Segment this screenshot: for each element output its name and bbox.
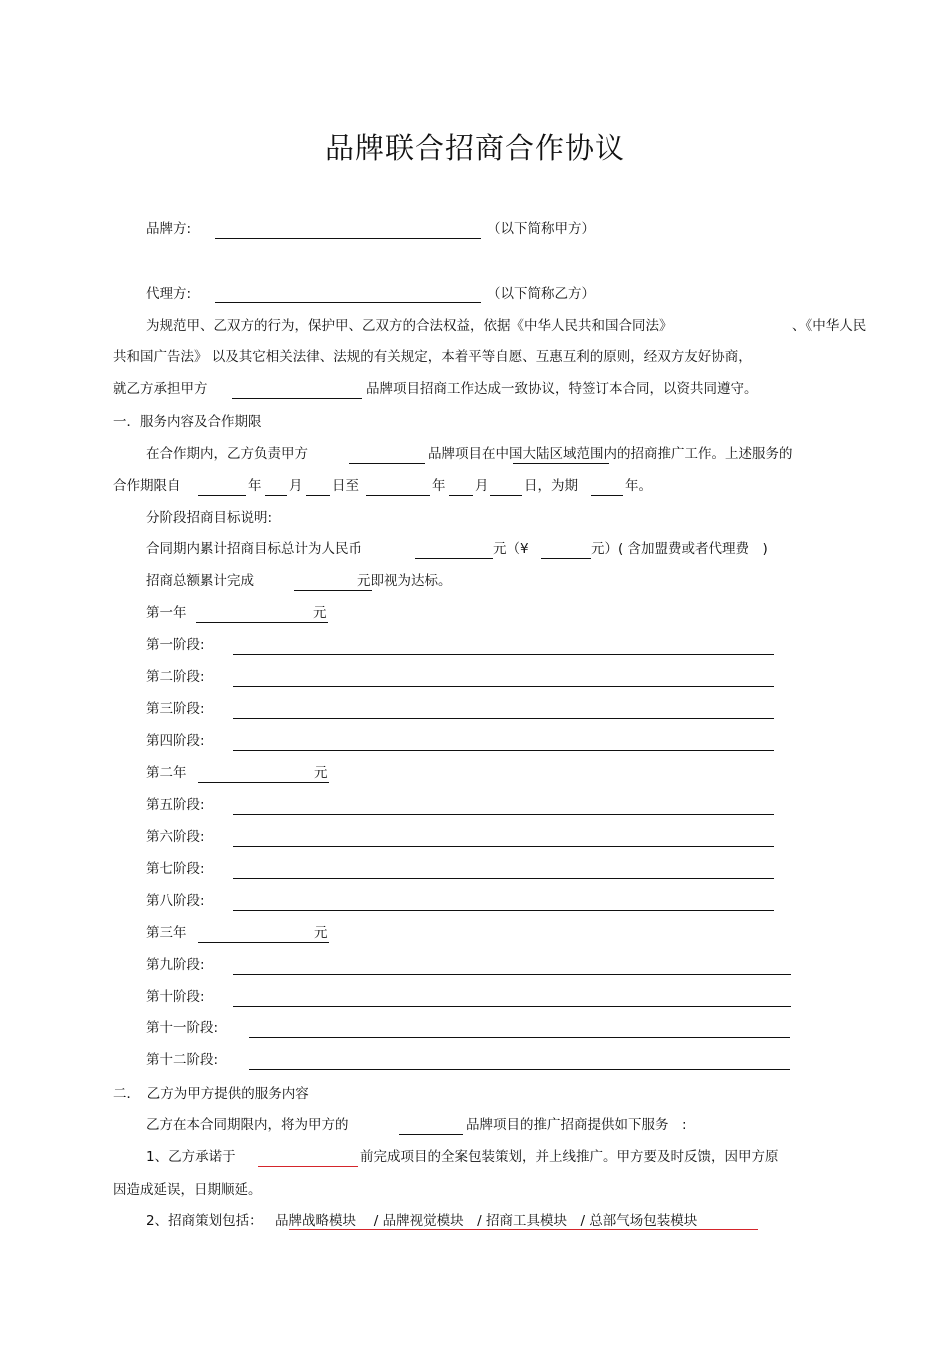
item1-date-blank[interactable] (258, 1166, 358, 1167)
total-target-rmb-blank[interactable] (415, 558, 493, 559)
item1-start: 1、乙方承诺于 (146, 1149, 236, 1165)
start-day-blank[interactable] (306, 495, 330, 496)
end-month-unit: 月 (475, 478, 489, 494)
year-2-label: 第二年 (146, 765, 187, 781)
year-3-label: 第三年 (146, 925, 187, 941)
party-a-suffix: （以下简称甲方） (487, 221, 595, 237)
year-3-unit: 元 (314, 925, 328, 941)
stage-4-blank[interactable] (233, 750, 774, 751)
stage-2-label: 第二阶段: (146, 669, 205, 685)
stage-4-label: 第四阶段: (146, 733, 205, 749)
period-years-unit: 年。 (625, 478, 652, 494)
stage-6-blank[interactable] (233, 846, 774, 847)
start-year-unit: 年 (248, 478, 262, 494)
party-a-label: 品牌方: (146, 221, 192, 237)
stage-9-blank[interactable] (233, 974, 791, 975)
section2-p1-end: 品牌项目的推广招商提供如下服务 : (466, 1117, 687, 1133)
preamble-line2: 共和国广告法》 以及其它相关法律、法规的有关规定，本着平等自愿、互惠互利的原则，经双方友好协商， (113, 349, 752, 365)
project-name-blank[interactable] (232, 398, 362, 399)
end-month-blank[interactable] (449, 495, 473, 496)
stage-11-label: 第十一阶段: (146, 1020, 219, 1036)
party-b-label: 代理方: (146, 286, 192, 302)
start-month-blank[interactable] (265, 495, 287, 496)
stage-10-blank[interactable] (233, 1006, 791, 1007)
stage-10-label: 第十阶段: (146, 989, 205, 1005)
period-years-blank[interactable] (591, 495, 623, 496)
stage-3-blank[interactable] (233, 718, 774, 719)
section2-p1-start: 乙方在本合同期限内，将为甲方的 (146, 1117, 349, 1133)
stage-12-label: 第十二阶段: (146, 1052, 219, 1068)
preamble-line1: 为规范甲、乙双方的行为，保护甲、乙双方的合法权益，依据《中华人民共和国合同法》 (146, 318, 673, 334)
stage-2-blank[interactable] (233, 686, 774, 687)
total-target-yuan: 元（¥ (493, 541, 529, 557)
party-b-blank[interactable] (215, 302, 481, 303)
section2-heading: 二． 乙方为甲方提供的服务内容 (113, 1086, 309, 1102)
complete-end: 元即视为达标。 (357, 573, 452, 589)
start-year-blank[interactable] (198, 495, 246, 496)
stage-11-blank[interactable] (249, 1037, 790, 1038)
stage-1-blank[interactable] (233, 654, 774, 655)
start-day-unit: 日至 (332, 478, 359, 494)
section2-project-blank[interactable] (399, 1134, 463, 1135)
region-underline (513, 463, 609, 464)
stage-8-blank[interactable] (233, 910, 774, 911)
preamble-line3-start: 就乙方承担甲方 (113, 381, 208, 397)
stage-goal-heading: 分阶段招商目标说明: (146, 510, 273, 526)
end-day-unit: 日，为期 (524, 478, 578, 494)
year-1-unit: 元 (313, 605, 327, 621)
preamble-line1-end: 、《中华人民 (792, 318, 867, 334)
stage-8-label: 第八阶段: (146, 893, 205, 909)
end-year-unit: 年 (432, 478, 446, 494)
year-2-unit: 元 (314, 765, 328, 781)
section1-p1-mid: 品牌项目在中国大陆区域范围内的招商推广工作。上述服务的 (428, 446, 793, 462)
term-start-label: 合作期限自 (113, 478, 181, 494)
stage-7-blank[interactable] (233, 878, 774, 879)
party-b-suffix: （以下简称乙方） (487, 286, 595, 302)
total-target-amount-blank[interactable] (541, 558, 591, 559)
end-day-blank[interactable] (490, 495, 522, 496)
stage-6-label: 第六阶段: (146, 829, 205, 845)
stage-12-blank[interactable] (249, 1069, 790, 1070)
stage-1-label: 第一阶段: (146, 637, 205, 653)
total-target-label: 合同期内累计招商目标总计为人民币 (146, 541, 362, 557)
item2-modules: 品牌战略模块 / 品牌视觉模块 / 招商工具模块 / 总部气场包装模块 (275, 1213, 698, 1229)
end-year-blank[interactable] (366, 495, 430, 496)
page-title: 品牌联合招商合作协议 (324, 131, 625, 165)
year-1-amount-blank[interactable] (196, 622, 328, 623)
preamble-line3-end: 品牌项目招商工作达成一致协议，特签订本合同，以资共同遵守。 (366, 381, 758, 397)
stage-7-label: 第七阶段: (146, 861, 205, 877)
total-target-end: 元）( 含加盟费或者代理费 ) (591, 541, 768, 557)
year-2-amount-blank[interactable] (198, 782, 329, 783)
year-3-amount-blank[interactable] (198, 942, 329, 943)
stage-5-blank[interactable] (233, 814, 774, 815)
item1-end: 前完成项目的全案包装策划，并上线推广。甲方要及时反馈，因甲方原 (360, 1149, 779, 1165)
item1-continued: 因造成延误，日期顺延。 (113, 1182, 262, 1198)
section1-p1-start: 在合作期内，乙方负责甲方 (146, 446, 308, 462)
item2-modules-underline (289, 1229, 758, 1230)
year-1-label: 第一年 (146, 605, 187, 621)
stage-5-label: 第五阶段: (146, 797, 205, 813)
section1-heading: 一．服务内容及合作期限 (113, 414, 262, 430)
start-month-unit: 月 (289, 478, 303, 494)
party-a-blank[interactable] (215, 238, 481, 239)
item2-start: 2、招商策划包括： (146, 1213, 263, 1229)
stage-9-label: 第九阶段: (146, 957, 205, 973)
stage-3-label: 第三阶段: (146, 701, 205, 717)
complete-amount-blank[interactable] (294, 590, 372, 591)
section1-project-blank[interactable] (349, 463, 425, 464)
complete-label: 招商总额累计完成 (146, 573, 254, 589)
